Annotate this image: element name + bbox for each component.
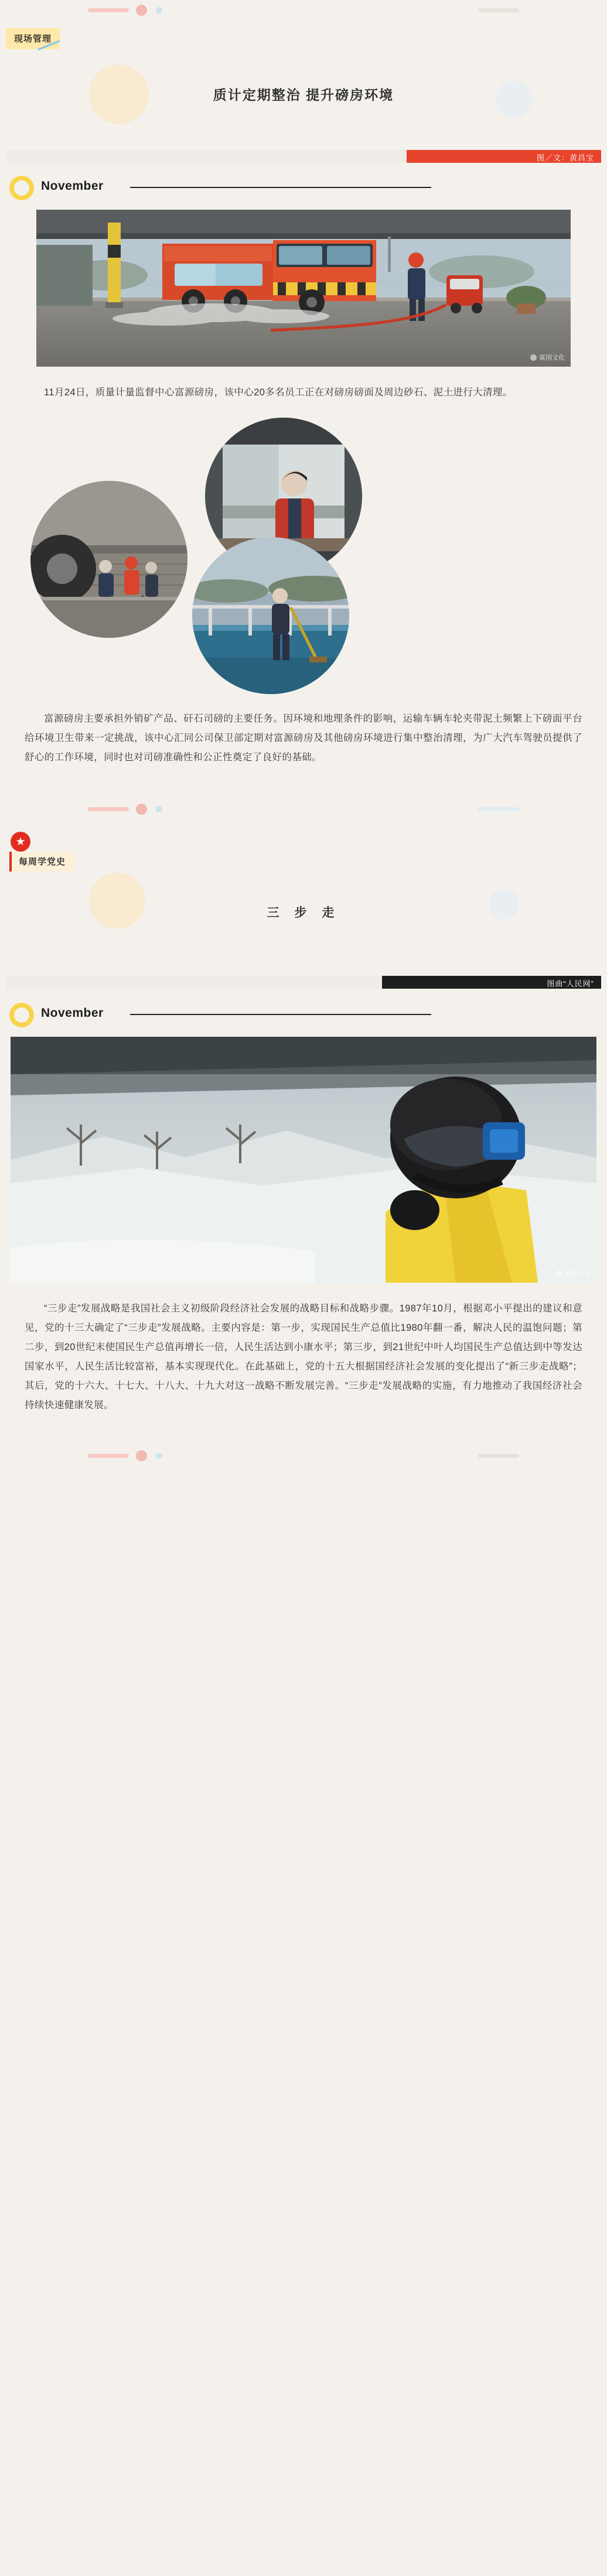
divider-dot-blue	[156, 806, 162, 812]
paragraph-3: “三步走”发展战略是我国社会主义初级阶段经济社会发展的战略目标和战略步骤。1987年10月，根据邓小平提出的建议和意见，党的十三大确定了“三步走”发展战略。主要内容是：第一步，实现国民生产总值比1980年翻一番，解决人民的温饱问题；第二步，到20世纪末使国民生产总值再增长一倍，人民生活达到小康水平；第三步，到21世纪中叶人均国民生产总值达到中等发达国家水平，人民生活比较富裕，基本实现现代化。在此基础上，党的十五大根据国经济社会发展的变化提出了“新三步走战略”；其后，党的十六大、十七大、十八大、十九大对这一战略不断发展完善。“三步走”发展战略的实施，有力地推动了我国经济社会持续快速健康发展。	[25, 1303, 582, 1410]
watermark-snow	[556, 1269, 591, 1278]
source-text: 图曲“人民网”	[547, 979, 594, 988]
section-tag-area	[0, 20, 607, 55]
section-divider	[0, 792, 607, 827]
month-rule-2	[130, 1014, 431, 1015]
page-title: 质计定期整治 提升磅房环境	[213, 87, 394, 103]
photo-truck-washing	[36, 210, 571, 367]
photo-circle-platform-sweeping	[192, 537, 349, 694]
divider-bar-blue	[478, 807, 519, 811]
source-bar	[0, 969, 607, 995]
bottom-bar-grey	[478, 1454, 519, 1458]
credit-bar-grey	[6, 150, 407, 163]
watermark-dot-icon-2	[556, 1270, 562, 1277]
hero-area	[0, 55, 607, 143]
watermark-text-2: 富国文化	[565, 1270, 591, 1277]
watermark-dot-icon	[530, 354, 537, 361]
month-label-2: November	[41, 1006, 104, 1020]
watermark-truck	[530, 353, 565, 362]
bottom-dot-pink	[136, 1450, 147, 1461]
ring-icon-2	[9, 1003, 34, 1027]
cleaning-scene-illustration	[30, 481, 187, 638]
paragraph-1: 11月24日，质量计量监督中心富源磅房，该中心20多名员工正在对磅房磅面及周边砂石、泥土进行大清理。	[44, 387, 513, 398]
truck-scene-illustration	[36, 210, 571, 367]
watermark-text: 富国文化	[539, 354, 565, 361]
bottom-dot-blue	[156, 1453, 162, 1459]
platform-scene-illustration	[192, 537, 349, 694]
party-history-header	[0, 827, 607, 869]
divider-dot-pink	[136, 804, 147, 815]
decor-bar-pink	[88, 8, 129, 12]
decor-dot-blue	[156, 7, 162, 13]
bottom-decoration	[0, 1439, 607, 1480]
month-heading-2	[0, 995, 607, 1037]
star-icon: ★	[11, 832, 30, 852]
photo-circle-cleaning	[30, 481, 187, 638]
ring-icon	[9, 176, 34, 200]
month-heading-1	[0, 168, 607, 210]
three-step-title: 三 步 走	[267, 906, 340, 920]
top-decoration	[0, 0, 607, 20]
party-history-tag: 每周学党史	[9, 852, 75, 872]
month-label-1: November	[41, 179, 104, 193]
credit-bar	[0, 143, 607, 168]
divider-bar-pink	[88, 807, 129, 811]
credit-text: 图／文：黄昌宝	[536, 153, 594, 162]
paragraph-2: 富源磅房主要承担外销矿产品、矸石司磅的主要任务。因环境和地理条件的影响，运输车辆车轮夹带泥土频繁上下磅面平台给环境卫生带来一定挑战，该中心汇同公司保卫部定期对富源磅房及其他磅房环境进行集中整治清理，为广大汽车驾驶员提供了舒心的工作环境，同时也对司磅准确性和公正性奠定了良好的基础。	[25, 713, 582, 763]
month-rule-1	[130, 187, 431, 188]
photo-cluster	[0, 418, 607, 693]
source-bar-grey	[6, 976, 382, 989]
decor-dot-pink	[136, 5, 147, 16]
section-tag: 现场管理	[6, 28, 60, 49]
photo-snow-portrait	[11, 1037, 596, 1283]
bottom-bar-pink	[88, 1454, 129, 1458]
decor-bar-grey	[478, 8, 519, 12]
three-step-banner	[0, 869, 607, 969]
snow-scene-illustration	[11, 1037, 596, 1283]
